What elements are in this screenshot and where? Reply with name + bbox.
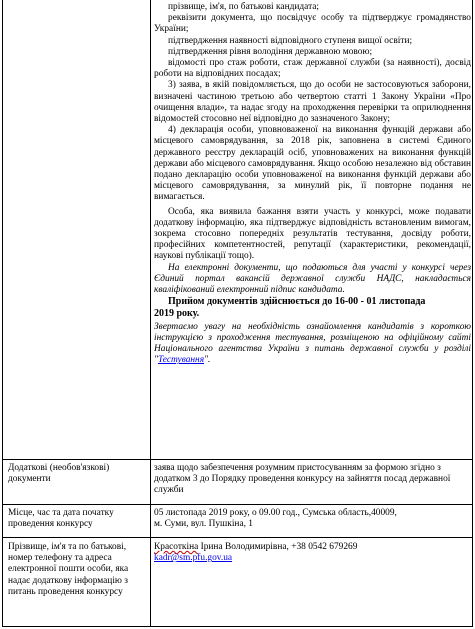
testing-link[interactable]: Тестування (157, 355, 205, 366)
deadline-year: 2019 року. (154, 308, 200, 320)
contact-name-line (154, 542, 471, 553)
contact-surname: Красоткіна (154, 542, 199, 552)
requirement-line: підтвердження рівня володіння державною мовою; (168, 46, 373, 57)
requirements-block (154, 2, 471, 367)
attention-paragraph (154, 322, 471, 367)
contact-email-link[interactable]: kadr@sm.pfu.gov.ua (154, 553, 233, 564)
additional-info-paragraph: Особа, яка виявила бажання взяти участь у конкурсі, може подавати додаткову інформацію, яка підтверджує відповідність встановленим вимогам, зокрема стосовно попередніх результатів тестування, досвіду роботи, професійних компетентностей, репутації (характеристики, рекомендації, наукові публікації тощо). (154, 206, 471, 262)
contact-person-value (154, 542, 471, 564)
venue-value (154, 508, 471, 530)
additional-documents-value: заява щодо забезпечення розумним пристосуванням за формою згідно з додатком 3 до Порядку проведення конкурсу на зайняття посад державної служби (154, 463, 451, 496)
additional-documents-label: Додаткові (необов'язкові) документи (8, 463, 110, 485)
column-divider (150, 0, 151, 626)
venue-label: Місце, час та дата початку проведення конкурсу (8, 508, 114, 530)
electronic-signature-note: На електронні документи, що подаються для участі у конкурсі через Єдиний портал вакансій державної служби НАДС, накладається кваліфікований електронний підпис кандидата. (154, 262, 471, 296)
row-divider (3, 537, 472, 538)
requirement-line: відомості про стаж роботи, стаж державної служби (за наявності), досвід роботи на відповідних посадах; (154, 58, 471, 80)
requirement-line: прізвище, ім'я, по батькові кандидата; (168, 2, 320, 12)
row-divider (3, 459, 472, 460)
requirement-item-4: 4) декларація особи, уповноваженої на виконання функцій держави або місцевого самоврядування, за 2018 рік, заповнена в системі Єдиного державного реєстру декларацій осіб, уповноважених на виконання функцій держави або місцевого самоврядування. Якщо особою незалежно від обставин подано декларацію особи уповноваженої на виконання функцій держави або місцевого самоврядування, за минулий рік, її повторне подання не вимагається. (154, 125, 471, 203)
contact-person-label: Прізвище, ім'я та по батькові, номер телефону та адреса електронної пошти особи, яка надає додаткову інформацію з питань проведення конкурсу (8, 542, 129, 597)
attention-end: ". (204, 355, 211, 366)
requirement-line: реквізити документа, що посвідчує особу та підтверджує громадянство України; (154, 13, 471, 35)
venue-address: м. Суми, вул. Пушкіна, 1 (154, 519, 253, 530)
document-table (2, 0, 473, 627)
attention-text: Звертаємо увагу на необхідність ознайомлення кандидатів з короткою інструкцією з проходження тестування, розміщеною на офіційному сайті Національного агентства України з питань державної служби у розділі " (154, 321, 471, 366)
deadline-line: Прийом документів здійснюється до 16-00 - 01 листопада (168, 296, 426, 308)
contact-details: Ірина Володимирівна, +38 0542 679269 (198, 542, 358, 552)
venue-line: 05 листопада 2019 року, о 09.00 год., Сумська область,40009, (154, 508, 397, 518)
requirement-item-3: 3) заява, в якій повідомляється, що до особи не застосовуються заборони, визначені частиною третьою або четвертою статті 1 Закону України «Про очищення влади», та надає згоду на проходження перевірки та оприлюднення відомостей стосовно неї відповідно до зазначеного Закону; (154, 80, 471, 125)
requirement-line: підтвердження наявності відповідного ступеня вищої освіти; (168, 35, 413, 46)
row-divider (3, 504, 472, 505)
